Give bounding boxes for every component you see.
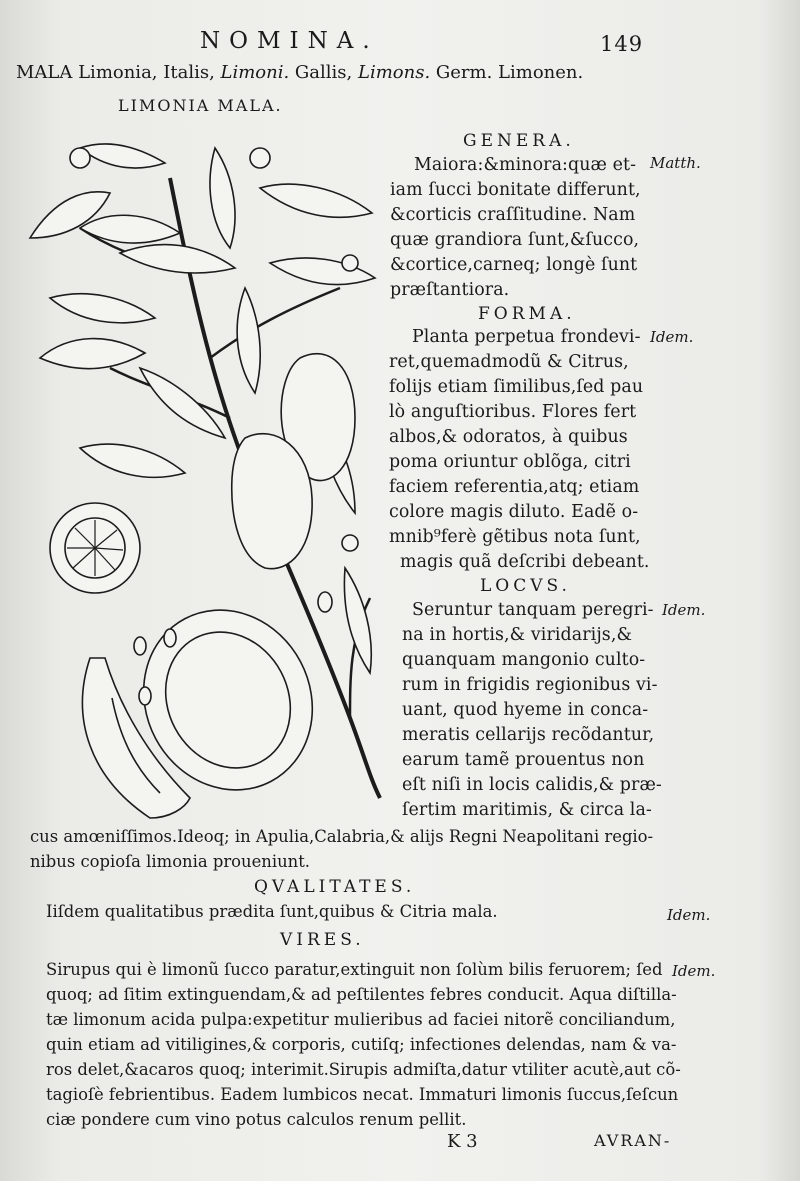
leaf bbox=[80, 144, 165, 168]
forma-line: ret,quemadmodũ & Citrus, bbox=[389, 352, 629, 372]
locus-line: meratis cellarijs recõdantur, bbox=[402, 725, 655, 745]
heading-forma: FORMA. bbox=[478, 304, 576, 324]
leaf bbox=[260, 184, 372, 217]
signature-mark: K 3 bbox=[447, 1131, 478, 1152]
leaf bbox=[40, 339, 145, 369]
names-mid: Gallis, bbox=[289, 62, 358, 83]
forma-line: colore magis diluto. Eadẽ o- bbox=[389, 502, 639, 522]
leaf bbox=[210, 148, 235, 248]
leaf bbox=[80, 444, 185, 477]
leaf bbox=[270, 258, 375, 285]
locus-full-line: cus amœniſſimos.Ideoq; in Apulia,Calabria,& alijs Regni Neapolitani regio- bbox=[30, 827, 654, 846]
vires-line: tæ limonum acida pulpa:expetitur mulieribus ad faciei nitorẽ conciliandum, bbox=[46, 1010, 676, 1029]
genera-line: præſtantiora. bbox=[390, 280, 510, 300]
heading-genera: GENERA. bbox=[463, 131, 575, 151]
locus-line: uant, quod hyeme in conca- bbox=[402, 700, 649, 720]
genera-line: &corticis craſſitudine. Nam bbox=[390, 205, 636, 225]
forma-line: folijs etiam ſimilibus,ſed pau bbox=[389, 377, 644, 397]
locus-line: Seruntur tanquam peregri- bbox=[412, 600, 654, 620]
lemon-branch-woodcut bbox=[20, 118, 392, 838]
leaf bbox=[120, 245, 235, 273]
heading-locus: LOCVS. bbox=[480, 576, 571, 596]
names-line bbox=[16, 64, 583, 82]
forma-line: magis quã deſcribi debeant. bbox=[400, 552, 650, 572]
forma-line: albos,& odoratos, à quibus bbox=[389, 427, 628, 447]
leaf bbox=[237, 288, 260, 393]
french-name: Limons. bbox=[358, 62, 431, 83]
margin-note-forma: Idem. bbox=[650, 328, 694, 346]
genera-line: Maiora:&minora:quæ et- bbox=[414, 155, 637, 175]
genera-line: quæ grandiora ſunt,&ſucco, bbox=[390, 230, 640, 250]
qualitates-line: Iiſdem qualitatibus prædita ſunt,quibus & Citria mala. bbox=[46, 902, 498, 921]
locus-line: rum in frigidis regionibus vi- bbox=[402, 675, 658, 695]
running-title: NOMINA. bbox=[200, 28, 379, 54]
locus-line: ſertim maritimis, & circa la- bbox=[402, 800, 652, 820]
locus-full-line: nibus copioſa limonia proueniunt. bbox=[30, 852, 311, 871]
locus-line: na in hortis,& viridarijs,& bbox=[402, 625, 633, 645]
forma-line: poma oriuntur oblõga, citri bbox=[389, 452, 631, 472]
locus-line: eſt niſi in locis calidis,& præ- bbox=[402, 775, 662, 795]
leaf bbox=[344, 568, 371, 673]
vires-line: quoq; ad ſitim extinguendam,& ad peſtilentes febres conducit. Aqua diſtilla- bbox=[46, 985, 677, 1004]
forma-line: mnib⁹ferè gẽtibus nota ſunt, bbox=[389, 527, 641, 547]
german-name: Germ. Limonen. bbox=[430, 62, 584, 83]
vires-line: ros delet,&acaros quoq; interimit.Sirupis admiſta,datur vtiliter acutè,aut cõ- bbox=[46, 1060, 681, 1079]
margin-note-genera: Matth. bbox=[650, 154, 701, 172]
forma-line: lò anguſtioribus. Flores fert bbox=[389, 402, 637, 422]
margin-note-locus: Idem. bbox=[662, 601, 706, 619]
genera-line: &cortice,carneq; longè ſunt bbox=[390, 255, 638, 275]
italian-name: Limoni. bbox=[220, 62, 290, 83]
heading-qualitates: QVALITATES. bbox=[254, 877, 416, 897]
page-number: 149 bbox=[600, 32, 644, 56]
vires-line: tagioſè febrientibus. Eadem lumbicos necat. Immaturi limonis ſuccus,ſeſcun bbox=[46, 1085, 679, 1104]
leaf bbox=[50, 294, 155, 323]
heading-vires: VIRES. bbox=[280, 930, 365, 950]
forma-line: Planta perpetua frondevi- bbox=[412, 327, 641, 347]
genera-line: iam ſucci bonitate differunt, bbox=[390, 180, 641, 200]
catchword: AVRAN- bbox=[594, 1131, 672, 1150]
margin-note-qualitates: Idem. bbox=[667, 906, 711, 924]
locus-line: quanquam mangonio culto- bbox=[402, 650, 646, 670]
names-lead: MALA Limonia, Italis, bbox=[16, 62, 221, 83]
margin-note-vires: Idem. bbox=[672, 962, 716, 980]
figure-title: LIMONIA MALA. bbox=[118, 96, 283, 115]
vires-line: quin etiam ad vitiligines,& corporis, cutiſq; infectiones delendas, nam & va- bbox=[46, 1035, 677, 1054]
vires-line: ciæ pondere cum vino potus calculos renum pellit. bbox=[46, 1110, 467, 1129]
forma-line: faciem referentia,atq; etiam bbox=[389, 477, 640, 497]
leaf bbox=[80, 215, 180, 243]
leaf bbox=[140, 368, 225, 438]
locus-line: earum tamẽ prouentus non bbox=[402, 750, 645, 770]
vires-line: Sirupus qui è limonũ ſucco paratur,extinguit non ſolùm bilis feruorem; ſed bbox=[46, 960, 663, 979]
